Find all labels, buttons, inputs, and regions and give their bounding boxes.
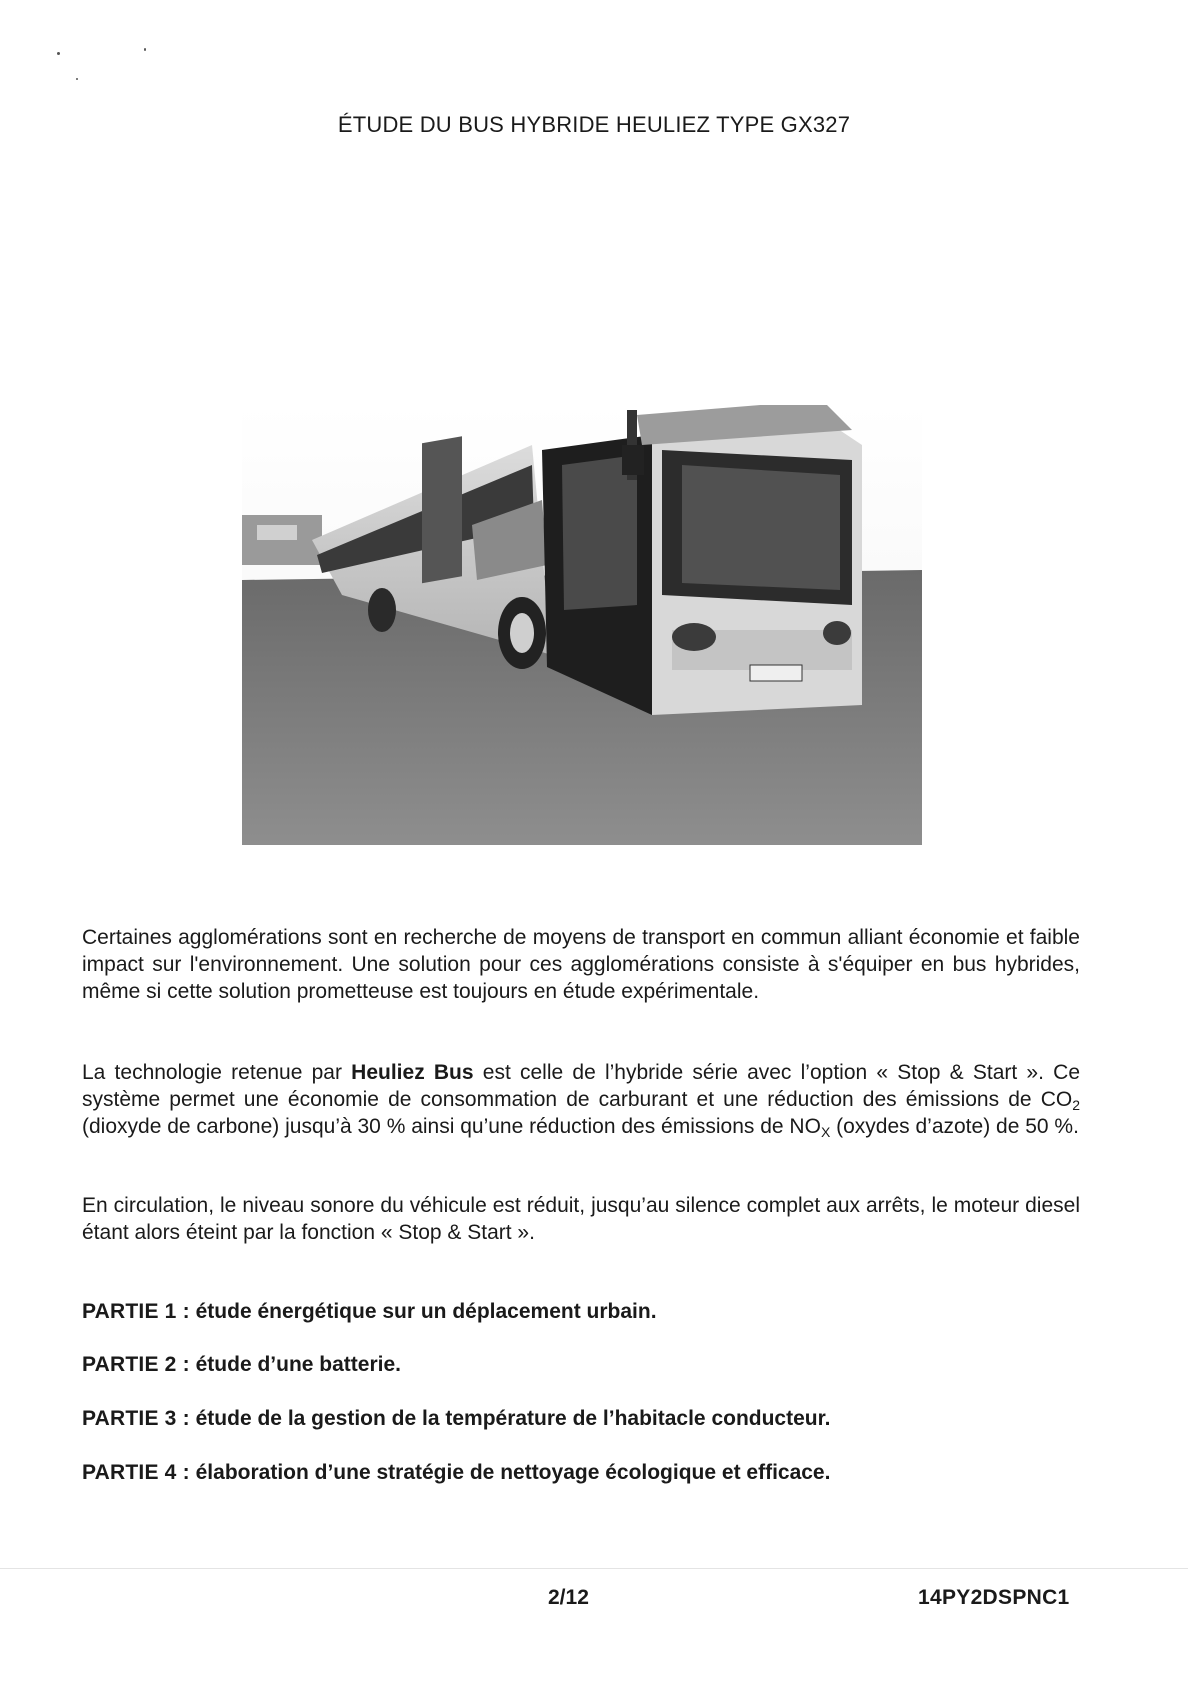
- scan-speck: [144, 48, 146, 51]
- technology-text-4: (oxydes d’azote) de 50 %.: [830, 1115, 1079, 1138]
- technology-paragraph: [82, 1059, 1080, 1140]
- footer-divider: [0, 1568, 1188, 1569]
- scan-speck: [76, 78, 78, 80]
- technology-text-3: (dioxyde de carbone) jusqu’à 30 % ainsi qu’une réduction des émissions de NO: [82, 1115, 821, 1138]
- bus-photo: [242, 405, 922, 845]
- part-3-label: PARTIE 3 :: [82, 1407, 190, 1430]
- part-1-heading: [82, 1300, 1082, 1324]
- part-2-text: étude d’une batterie.: [189, 1353, 401, 1376]
- part-2-label: PARTIE 2 :: [82, 1353, 190, 1376]
- page-number: 2/12: [548, 1586, 589, 1609]
- intro-paragraph: Certaines agglomérations sont en recherche de moyens de transport en commun alliant économie et faible impact sur l'environnement. Une solution pour ces agglomérations consiste à s'équiper en bus hybrides, même si cette solution prometteuse est toujours en étude expérimentale.: [82, 926, 1080, 1003]
- part-2-heading: [82, 1353, 1082, 1377]
- nox-subscript: X: [820, 1124, 831, 1140]
- brand-name: Heuliez Bus: [351, 1061, 474, 1084]
- co2-subscript: 2: [1072, 1097, 1080, 1113]
- document-title: ÉTUDE DU BUS HYBRIDE HEULIEZ TYPE GX327: [337, 112, 851, 137]
- part-4-label: PARTIE 4 :: [82, 1461, 190, 1484]
- part-4-text: élaboration d’une stratégie de nettoyage écologique et efficace.: [189, 1461, 831, 1484]
- part-1-label: PARTIE 1 :: [82, 1300, 190, 1323]
- technology-text-1: La technologie retenue par: [82, 1061, 352, 1084]
- part-3-text: étude de la gestion de la température de l’habitacle conducteur.: [189, 1407, 831, 1430]
- part-3-heading: [82, 1407, 1082, 1431]
- part-1-text: étude énergétique sur un déplacement urbain.: [189, 1300, 657, 1323]
- bus-photo-illustration: [242, 405, 922, 845]
- exam-code: 14PY2DSPNC1: [918, 1586, 1070, 1609]
- part-4-heading: [82, 1461, 1082, 1485]
- noise-paragraph: En circulation, le niveau sonore du véhicule est réduit, jusqu’au silence complet aux arrêts, le moteur diesel étant alors éteint par la fonction « Stop & Start ».: [82, 1194, 1080, 1244]
- scan-speck: [57, 52, 60, 55]
- technology-text-2: est celle de l’hybride série avec l’option « Stop & Start ». Ce système permet une économie de consommation de carburant et une réduction des émissions de CO: [82, 1061, 1080, 1111]
